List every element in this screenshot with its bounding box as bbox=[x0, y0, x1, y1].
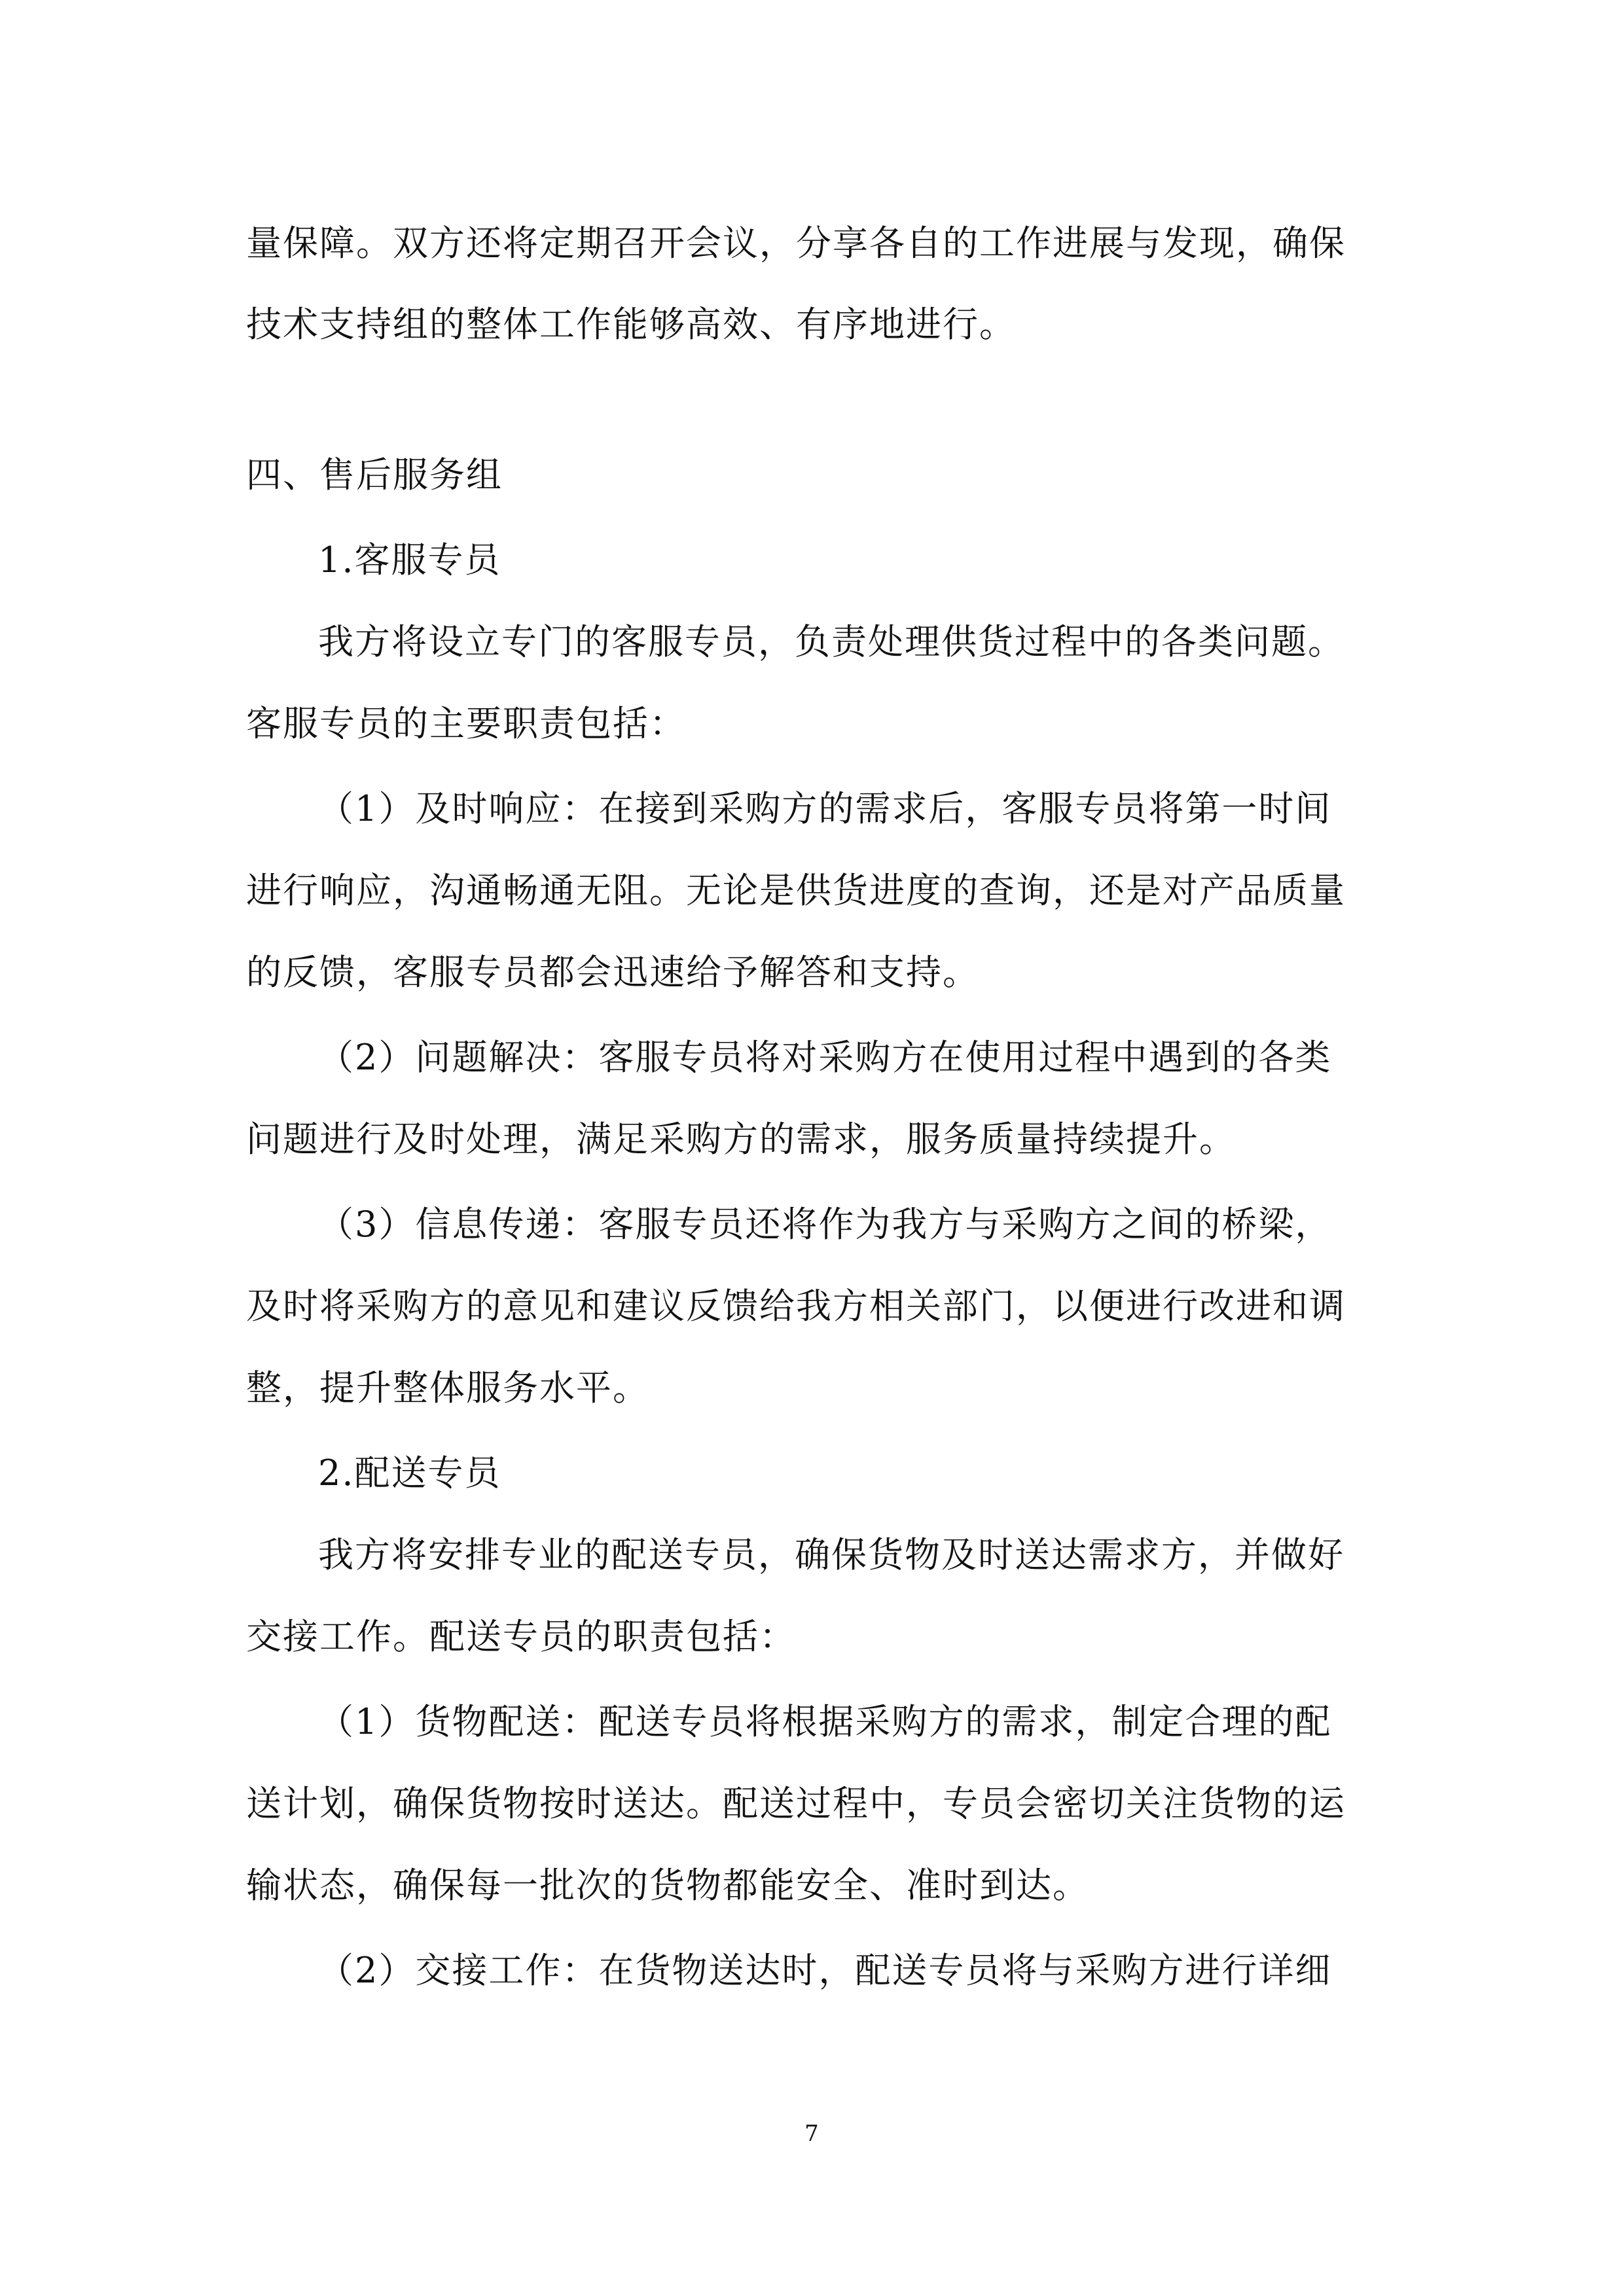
paragraph-line: 客服专员的主要职责包括： bbox=[246, 703, 686, 744]
paragraph-line: 的反馈，客服专员都会迅速给予解答和支持。 bbox=[246, 952, 979, 993]
paragraph-line: 问题进行及时处理，满足采购方的需求，服务质量持续提升。 bbox=[246, 1119, 1236, 1160]
paragraph-line: （3）信息传递：客服专员还将作为我方与采购方之间的桥梁， bbox=[318, 1204, 1332, 1245]
paragraph-line: 送计划，确保货物按时送达。配送过程中，专员会密切关注货物的运 bbox=[246, 1783, 1346, 1824]
subsection-heading: 1.客服专员 bbox=[318, 539, 501, 581]
paragraph-line: （2）交接工作：在货物送达时，配送专员将与采购方进行详细 bbox=[318, 1950, 1332, 1991]
paragraph-line: 整，提升整体服务水平。 bbox=[246, 1367, 649, 1408]
paragraph-line: 量保障。双方还将定期召开会议，分享各自的工作进展与发现，确保 bbox=[246, 223, 1346, 264]
paragraph-line: （1）及时响应：在接到采购方的需求后，客服专员将第一时间 bbox=[318, 788, 1332, 829]
paragraph-line: 及时将采购方的意见和建议反馈给我方相关部门，以便进行改进和调 bbox=[246, 1285, 1346, 1327]
page-number: 7 bbox=[804, 2121, 819, 2147]
paragraph-line: 我方将设立专门的客服专员，负责处理供货过程中的各类问题。 bbox=[318, 621, 1344, 662]
paragraph-line: 输状态，确保每一批次的货物都能安全、准时到达。 bbox=[246, 1865, 1089, 1906]
paragraph-line: 我方将安排专业的配送专员，确保货物及时送达需求方，并做好 bbox=[318, 1534, 1344, 1575]
paragraph-line: 交接工作。配送专员的职责包括： bbox=[246, 1616, 796, 1657]
paragraph-line: （2）问题解决：客服专员将对采购方在使用过程中遇到的各类 bbox=[318, 1037, 1332, 1078]
paragraph-line: 技术支持组的整体工作能够高效、有序地进行。 bbox=[246, 304, 1016, 345]
paragraph-line: 进行响应，沟通畅通无阻。无论是供货进度的查询，还是对产品质量 bbox=[246, 870, 1346, 911]
subsection-heading: 2.配送专员 bbox=[318, 1452, 501, 1494]
section-heading: 四、售后服务组 bbox=[246, 454, 503, 495]
paragraph-line: （1）货物配送：配送专员将根据采购方的需求，制定合理的配 bbox=[318, 1701, 1332, 1742]
